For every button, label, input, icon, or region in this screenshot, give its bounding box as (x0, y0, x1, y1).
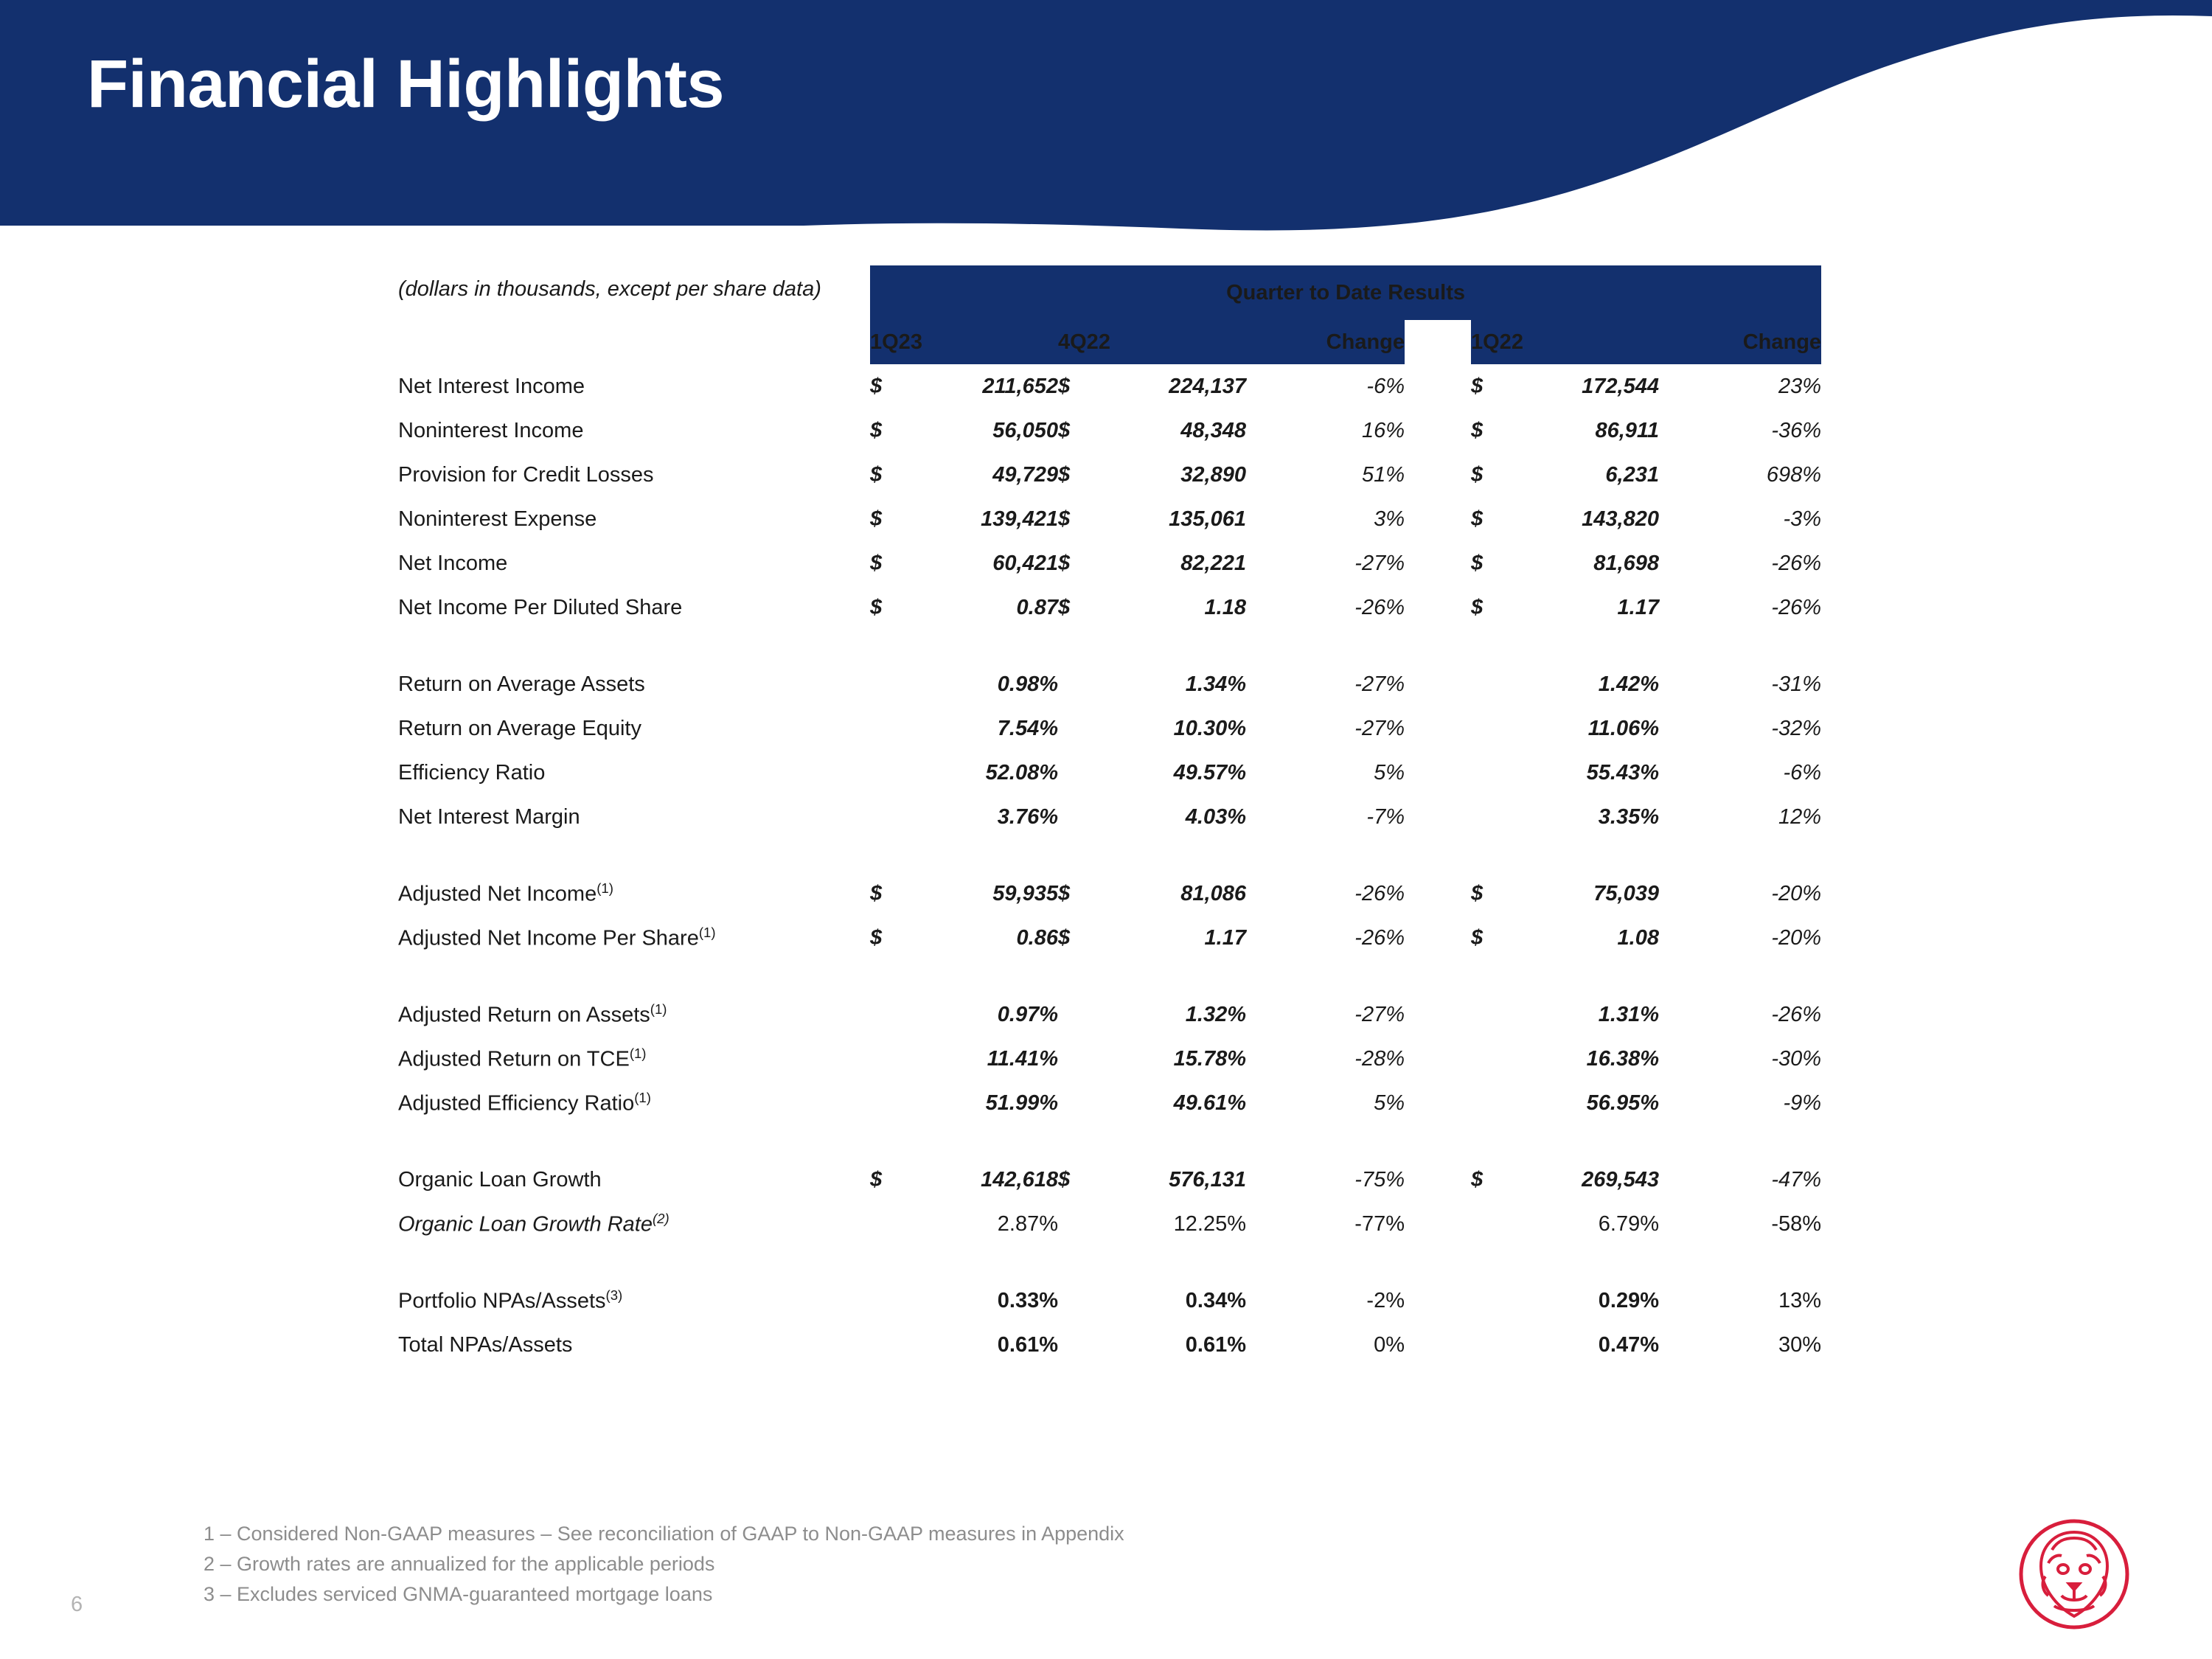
table-row (398, 872, 1821, 916)
table-row (398, 1158, 1821, 1202)
row-currency-3: $ (1471, 1167, 1484, 1192)
row-value-1q23: 7.54% (997, 716, 1058, 740)
row-value-4q22: 12.25% (1173, 1211, 1246, 1236)
table-row (398, 497, 1821, 541)
row-spacer (398, 1125, 1821, 1158)
row-currency-2 (1058, 1081, 1088, 1125)
row-currency-1: $ (870, 551, 883, 575)
row-change-1: -27% (1354, 551, 1405, 575)
row-label: Net Interest Income (398, 374, 585, 398)
row-label (398, 1279, 870, 1323)
row-change-1: -27% (1354, 716, 1405, 740)
row-change-1: 5% (1374, 760, 1405, 785)
row-gap (1405, 541, 1471, 585)
row-currency-2 (1058, 1323, 1088, 1367)
footnote-ref: (2) (652, 1211, 669, 1227)
row-value-1q22: 1.17 (1617, 595, 1659, 619)
row-gap (1405, 1037, 1471, 1081)
row-change-1: 51% (1361, 462, 1405, 487)
table-banner-row (398, 265, 1821, 320)
row-change-2: -30% (1771, 1046, 1822, 1071)
row-change-1: -6% (1366, 374, 1405, 398)
row-change-2: 23% (1778, 374, 1822, 398)
footnote-ref: (1) (597, 880, 613, 897)
header-change-1: Change (1246, 320, 1405, 364)
row-currency-1 (870, 706, 900, 751)
row-value-1q23: 0.86 (1016, 925, 1058, 950)
row-currency-2 (1058, 1202, 1088, 1246)
lion-logo-icon (2019, 1519, 2129, 1630)
row-change-1: -26% (1354, 881, 1405, 905)
row-currency-1 (870, 795, 900, 839)
row-gap (1405, 364, 1471, 408)
row-value-4q22: 4.03% (1185, 804, 1246, 829)
row-label: Return on Average Assets (398, 672, 645, 696)
row-currency-2 (1058, 1037, 1088, 1081)
row-currency-3: $ (1471, 374, 1484, 398)
row-label-text: Portfolio NPAs/Assets (398, 1289, 606, 1313)
row-value-1q23: 0.97% (997, 1002, 1058, 1026)
header-gap (1405, 320, 1471, 364)
row-value-1q22: 6,231 (1605, 462, 1659, 487)
row-label (398, 916, 870, 960)
row-value-1q22: 269,543 (1582, 1167, 1659, 1192)
row-currency-2 (1058, 706, 1088, 751)
table-row (398, 1323, 1821, 1367)
row-value-4q22: 576,131 (1169, 1167, 1246, 1192)
row-label (398, 1081, 870, 1125)
row-value-1q22: 1.08 (1617, 925, 1659, 950)
table-row (398, 1037, 1821, 1081)
row-value-1q22: 143,820 (1582, 507, 1659, 531)
financial-table-container (398, 265, 1895, 1367)
row-currency-2 (1058, 1279, 1088, 1323)
row-change-2: -9% (1783, 1091, 1822, 1115)
footnote-1: 1 – Considered Non-GAAP measures – See reconciliation of GAAP to Non-GAAP measures in Appendix (204, 1523, 1124, 1545)
row-value-4q22: 1.32% (1185, 1002, 1246, 1026)
row-value-1q22: 55.43% (1586, 760, 1659, 785)
row-gap (1405, 453, 1471, 497)
table-row (398, 1202, 1821, 1246)
header-1q22: 1Q22 (1471, 320, 1659, 364)
row-label-text: Organic Loan Growth Rate (398, 1212, 653, 1237)
row-value-1q22: 11.06% (1587, 716, 1659, 740)
row-gap (1405, 1202, 1471, 1246)
table-row (398, 453, 1821, 497)
row-change-1: 3% (1374, 507, 1405, 531)
table-row (398, 1081, 1821, 1125)
row-currency-2 (1058, 751, 1088, 795)
row-value-4q22: 1.34% (1185, 672, 1246, 696)
row-currency-2 (1058, 992, 1088, 1037)
row-value-1q23: 49,729 (992, 462, 1058, 487)
page-number: 6 (71, 1593, 83, 1616)
row-currency-3: $ (1471, 881, 1484, 905)
row-value-1q22: 1.42% (1598, 672, 1659, 696)
row-currency-3 (1471, 1323, 1500, 1367)
footnote-ref: (1) (650, 1001, 667, 1018)
row-label: Return on Average Equity (398, 716, 641, 740)
row-value-1q22: 6.79% (1598, 1211, 1659, 1236)
row-currency-1 (870, 992, 900, 1037)
row-label (398, 1037, 870, 1081)
header-4q22: 4Q22 (1058, 320, 1246, 364)
footnotes (204, 1519, 1124, 1610)
row-gap (1405, 497, 1471, 541)
row-spacer (398, 960, 1821, 992)
row-currency-3 (1471, 751, 1500, 795)
row-change-1: 5% (1374, 1091, 1405, 1115)
row-change-1: -75% (1354, 1167, 1405, 1192)
row-currency-1: $ (870, 595, 883, 619)
table-row (398, 585, 1821, 630)
row-spacer (398, 630, 1821, 662)
row-value-4q22: 0.34% (1185, 1288, 1246, 1312)
row-value-4q22: 81,086 (1180, 881, 1246, 905)
row-currency-1 (870, 751, 900, 795)
row-change-2: -6% (1783, 760, 1822, 785)
footnote-3: 3 – Excludes serviced GNMA-guaranteed mortgage loans (204, 1583, 713, 1606)
row-change-2: -36% (1771, 418, 1822, 442)
row-currency-2: $ (1058, 925, 1071, 950)
row-value-4q22: 32,890 (1180, 462, 1246, 487)
row-value-4q22: 49.57% (1173, 760, 1246, 785)
row-value-1q23: 0.98% (997, 672, 1058, 696)
row-currency-3: $ (1471, 462, 1484, 487)
row-change-2: 12% (1778, 804, 1822, 829)
table-row (398, 751, 1821, 795)
row-value-1q23: 0.33% (997, 1288, 1058, 1312)
row-label: Provision for Credit Losses (398, 462, 654, 487)
row-gap (1405, 706, 1471, 751)
row-value-1q22: 3.35% (1598, 804, 1659, 829)
row-gap (1405, 662, 1471, 706)
row-currency-3: $ (1471, 925, 1484, 950)
row-value-1q23: 60,421 (992, 551, 1058, 575)
row-change-2: 698% (1766, 462, 1822, 487)
row-change-1: -28% (1354, 1046, 1405, 1071)
row-currency-2: $ (1058, 551, 1071, 575)
row-change-1: -27% (1354, 1002, 1405, 1026)
row-change-2: 30% (1778, 1332, 1822, 1357)
row-currency-1 (870, 662, 900, 706)
row-currency-2: $ (1058, 462, 1071, 487)
row-value-4q22: 15.78% (1173, 1046, 1246, 1071)
row-currency-3: $ (1471, 507, 1484, 531)
row-change-1: -26% (1354, 595, 1405, 619)
row-value-4q22: 49.61% (1173, 1091, 1246, 1115)
table-row (398, 364, 1821, 408)
row-label-text: Adjusted Return on Assets (398, 1003, 650, 1027)
row-gap (1405, 1279, 1471, 1323)
row-change-2: -31% (1771, 672, 1822, 696)
row-currency-3 (1471, 795, 1500, 839)
row-change-1: -7% (1366, 804, 1405, 829)
row-spacer (398, 839, 1821, 872)
row-value-1q22: 16.38% (1586, 1046, 1659, 1071)
header-1q23: 1Q23 (870, 320, 1058, 364)
row-gap (1405, 585, 1471, 630)
table-row (398, 662, 1821, 706)
row-spacer (398, 1246, 1821, 1279)
row-change-2: 13% (1778, 1288, 1822, 1312)
row-value-1q22: 81,698 (1593, 551, 1659, 575)
row-currency-2: $ (1058, 374, 1071, 398)
row-currency-3: $ (1471, 418, 1484, 442)
footnote-ref: (1) (698, 925, 716, 941)
row-currency-3: $ (1471, 595, 1484, 619)
row-gap (1405, 872, 1471, 916)
row-value-1q23: 2.87% (997, 1211, 1058, 1236)
row-change-2: -3% (1783, 507, 1822, 531)
row-value-1q22: 75,039 (1593, 881, 1659, 905)
row-change-2: -26% (1771, 551, 1822, 575)
row-currency-3 (1471, 706, 1500, 751)
row-change-1: -77% (1354, 1211, 1405, 1236)
row-currency-2: $ (1058, 507, 1071, 531)
row-change-2: -26% (1771, 595, 1822, 619)
row-change-2: -32% (1771, 716, 1822, 740)
row-value-1q22: 0.29% (1598, 1288, 1659, 1312)
row-currency-2 (1058, 662, 1088, 706)
row-label: Net Income Per Diluted Share (398, 595, 683, 619)
row-change-2: -26% (1771, 1002, 1822, 1026)
row-currency-3 (1471, 662, 1500, 706)
company-logo (2019, 1519, 2129, 1630)
table-row (398, 1279, 1821, 1323)
table-row (398, 992, 1821, 1037)
row-change-1: -27% (1354, 672, 1405, 696)
row-value-4q22: 10.30% (1173, 716, 1246, 740)
row-value-1q23: 59,935 (992, 881, 1058, 905)
row-currency-1: $ (870, 881, 883, 905)
row-label: Net Income (398, 551, 508, 575)
row-currency-3 (1471, 1037, 1500, 1081)
row-value-1q23: 0.87 (1016, 595, 1058, 619)
footnote-ref: (1) (629, 1046, 647, 1062)
row-currency-1: $ (870, 507, 883, 531)
row-currency-2: $ (1058, 595, 1071, 619)
row-value-1q23: 56,050 (992, 418, 1058, 442)
row-currency-3 (1471, 1202, 1500, 1246)
row-gap (1405, 1158, 1471, 1202)
row-change-2: -58% (1771, 1211, 1822, 1236)
row-gap (1405, 408, 1471, 453)
row-label: Noninterest Expense (398, 507, 597, 531)
row-currency-3: $ (1471, 551, 1484, 575)
row-gap (1405, 1323, 1471, 1367)
row-value-4q22: 82,221 (1180, 551, 1246, 575)
footnote-ref: (1) (634, 1090, 651, 1106)
row-gap (1405, 795, 1471, 839)
row-value-1q23: 142,618 (981, 1167, 1058, 1192)
row-change-2: -20% (1771, 925, 1822, 950)
row-value-4q22: 1.18 (1204, 595, 1246, 619)
row-value-4q22: 48,348 (1180, 418, 1246, 442)
row-value-4q22: 224,137 (1169, 374, 1246, 398)
row-value-1q22: 86,911 (1595, 418, 1659, 442)
row-currency-1: $ (870, 462, 883, 487)
row-currency-2: $ (1058, 1167, 1071, 1192)
row-value-1q23: 52.08% (985, 760, 1058, 785)
table-row (398, 541, 1821, 585)
row-label-text: Adjusted Efficiency Ratio (398, 1091, 635, 1116)
quarter-banner: Quarter to Date Results (870, 265, 1821, 320)
row-value-1q23: 51.99% (985, 1091, 1058, 1115)
row-currency-1 (870, 1202, 900, 1246)
table-row (398, 795, 1821, 839)
row-label (398, 1202, 870, 1246)
row-label-text: Adjusted Net Income (398, 882, 597, 906)
row-label: Efficiency Ratio (398, 760, 546, 785)
row-change-2: -20% (1771, 881, 1822, 905)
row-gap (1405, 916, 1471, 960)
row-gap (1405, 992, 1471, 1037)
header-blank (398, 320, 870, 364)
row-value-1q22: 172,544 (1582, 374, 1659, 398)
row-currency-1 (870, 1037, 900, 1081)
row-label: Noninterest Income (398, 418, 584, 442)
row-value-1q22: 56.95% (1586, 1091, 1659, 1115)
row-currency-3 (1471, 1081, 1500, 1125)
row-value-1q23: 3.76% (997, 804, 1058, 829)
table-row (398, 916, 1821, 960)
row-label: Total NPAs/Assets (398, 1332, 573, 1357)
page-title: Financial Highlights (87, 46, 725, 122)
row-change-1: -2% (1366, 1288, 1405, 1312)
row-label-text: Adjusted Net Income Per Share (398, 926, 699, 950)
row-currency-1 (870, 1081, 900, 1125)
row-currency-1: $ (870, 418, 883, 442)
row-currency-1: $ (870, 1167, 883, 1192)
table-header-row (398, 320, 1821, 364)
row-value-4q22: 1.17 (1204, 925, 1246, 950)
row-currency-2 (1058, 795, 1088, 839)
row-currency-1: $ (870, 925, 883, 950)
row-currency-2: $ (1058, 418, 1071, 442)
row-change-2: -47% (1771, 1167, 1822, 1192)
slide-header (0, 0, 2212, 243)
row-currency-3 (1471, 1279, 1500, 1323)
row-value-1q22: 1.31% (1598, 1002, 1659, 1026)
row-value-1q22: 0.47% (1598, 1332, 1659, 1357)
footnote-ref: (3) (605, 1287, 623, 1304)
header-change-2: Change (1659, 320, 1821, 364)
row-label: Net Interest Margin (398, 804, 580, 829)
footnote-2: 2 – Growth rates are annualized for the applicable periods (204, 1553, 715, 1576)
row-value-4q22: 0.61% (1185, 1332, 1246, 1357)
table-row (398, 706, 1821, 751)
row-label (398, 872, 870, 916)
row-value-1q23: 0.61% (997, 1332, 1058, 1357)
row-currency-1: $ (870, 374, 883, 398)
row-gap (1405, 751, 1471, 795)
row-gap (1405, 1081, 1471, 1125)
row-value-1q23: 211,652 (982, 374, 1058, 398)
row-change-1: 0% (1374, 1332, 1405, 1357)
row-currency-1 (870, 1279, 900, 1323)
row-value-4q22: 135,061 (1169, 507, 1246, 531)
row-value-1q23: 139,421 (981, 507, 1058, 531)
row-label: Organic Loan Growth (398, 1167, 602, 1192)
row-currency-2: $ (1058, 881, 1071, 905)
row-label-text: Adjusted Return on TCE (398, 1047, 630, 1071)
row-change-1: 16% (1361, 418, 1405, 442)
row-label (398, 992, 870, 1037)
row-change-1: -26% (1354, 925, 1405, 950)
row-currency-3 (1471, 992, 1500, 1037)
units-note: (dollars in thousands, except per share data) (398, 277, 821, 301)
row-value-1q23: 11.41% (987, 1046, 1058, 1071)
row-currency-1 (870, 1323, 900, 1367)
financial-highlights-table (398, 265, 1821, 1367)
table-row (398, 408, 1821, 453)
